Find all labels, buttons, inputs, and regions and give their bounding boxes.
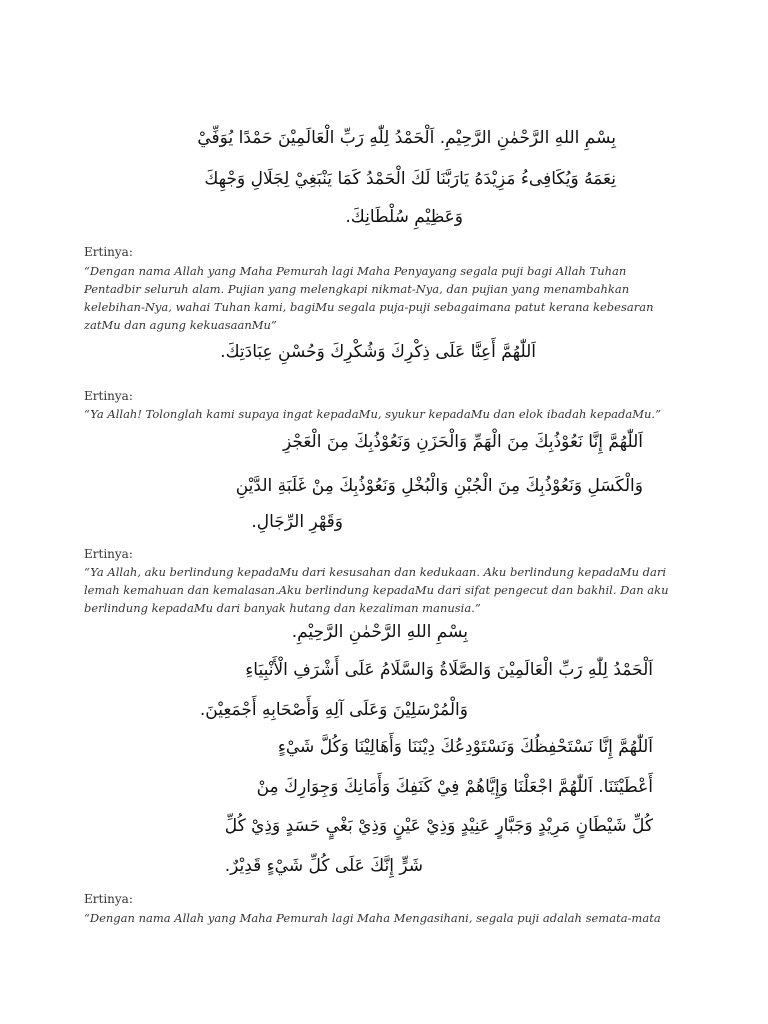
arabic-line: بِسْمِ اللهِ الرَّحْمٰنِ الرَّحِيْمِ. اَلْحَمْدُ لِلّٰهِ رَبِّ الْعَالَمِيْنَ حَمْدًا يُوَفِّيْ — [197, 128, 616, 148]
arabic-line: وَقَهْرِ الرِّجَالِ. — [251, 512, 343, 532]
translation-text — [84, 563, 669, 617]
ertinya-label: Ertinya: — [84, 389, 133, 403]
arabic-line: اَلْحَمْدُ لِلّٰهِ رَبِّ الْعَالَمِيْنَ وَالصَّلَاةُ وَالسَّلَامُ عَلَى أَشْرَفِ الْأَنْبِيَاءِ — [245, 660, 653, 680]
translation-text — [84, 909, 664, 927]
ertinya-label: Ertinya: — [84, 547, 133, 561]
arabic-line: اَللّٰهُمَّ إِنَّا نَعُوْذُبِكَ مِنَ الْهَمِّ وَالْحَزَنِ وَنَعُوْذُبِكَ مِنَ الْعَجْزِ — [283, 432, 643, 452]
translation-text — [84, 262, 664, 334]
arabic-line: اَللّٰهُمَّ أَعِنَّا عَلَى ذِكْرِكَ وَشُكْرِكَ وَحُسْنِ عِبَادَتِكَ. — [220, 342, 536, 362]
translation-line: zatMu dan agung kekuasaanMu” — [84, 318, 277, 332]
arabic-line: اَللّٰهُمَّ إِنَّا نَسْتَحْفِظُكَ وَنَسْتَوْدِعُكَ دِيْنَنَا وَأَهَالِيْنَا وَكُلَّ شَيْءٍ — [277, 737, 653, 757]
arabic-line: بِسْمِ اللهِ الرَّحْمٰنِ الرَّحِيْمِ. — [291, 622, 468, 642]
translation-line: Pentadbir seluruh alam. Pujian yang melengkapi nikmat-Nya, dan pujian yang menambahkan — [84, 282, 630, 296]
translation-text — [84, 405, 664, 423]
ertinya-label: Ertinya: — [84, 245, 133, 259]
translation-line: kelebihan-Nya, wahai Tuhan kami, bagiMu segala puja-puji sebagaimana patut kerana kebesaran — [84, 300, 654, 314]
arabic-line: وَالْكَسَلِ وَنَعُوْذُبِكَ مِنَ الْجُبْنِ وَالْبُخْلِ وَنَعُوْذُبِكَ مِنْ غَلَبَةِ الدَّيْنِ — [235, 476, 643, 496]
translation-line: “Ya Allah, aku berlindung kepadaMu dari kesusahan dan kedukaan. Aku berlindung kepadaMu dari — [84, 565, 667, 579]
ertinya-label: Ertinya: — [84, 892, 133, 906]
arabic-line: أَعْطَيْتَنَا. اَللّٰهُمَّ اجْعَلْنَا وَإِيَّاهُمْ فِيْ كَنَفِكَ وَأَمَانِكَ وَجِوَارِكَ مِنْ — [256, 777, 653, 797]
translation-line: “Dengan nama Allah yang Maha Pemurah lagi Maha Mengasihani, segala puji adalah semata-mata — [84, 911, 661, 925]
arabic-line: وَالْمُرْسَلِيْنَ وَعَلَى آلِهِ وَأَصْحَابِهِ أَجْمَعِيْنَ. — [199, 700, 468, 720]
arabic-line: وَعَظِيْمِ سُلْطَانِكَ. — [345, 207, 463, 227]
translation-line: “Dengan nama Allah yang Maha Pemurah lagi Maha Penyayang segala puji bagi Allah Tuhan — [84, 264, 627, 278]
translation-line: “Ya Allah! Tolonglah kami supaya ingat kepadaMu, syukur kepadaMu dan elok ibadah kepadaMu.” — [84, 407, 661, 421]
arabic-line: شَرٍّ إِنَّكَ عَلَى كُلِّ شَيْءٍ قَدِيْرٌ. — [224, 856, 423, 876]
arabic-line: نِعَمَهُ وَيُكَافِىءُ مَزِيْدَهُ يَارَبَّنَا لَكَ الْحَمْدُ كَمَا يَنْبَغِيْ لِجَلَالِ وَجْهِكَ — [204, 169, 616, 189]
translation-line: berlindung kepadaMu dari banyak hutang dan kezaliman manusia.” — [84, 601, 481, 615]
translation-line: lemah kemahuan dan kemalasan.Aku berlindung kepadaMu dari sifat pengecut dan bakhil. Dan aku — [84, 583, 669, 597]
arabic-line: كُلِّ شَيْطَانٍ مَرِيْدٍ وَجَبَّارٍ عَنِيْدٍ وَذِيْ عَيْنٍ وَذِيْ بَغْيٍ حَسَدٍ وَذِيْ كُلِّ — [224, 816, 653, 836]
